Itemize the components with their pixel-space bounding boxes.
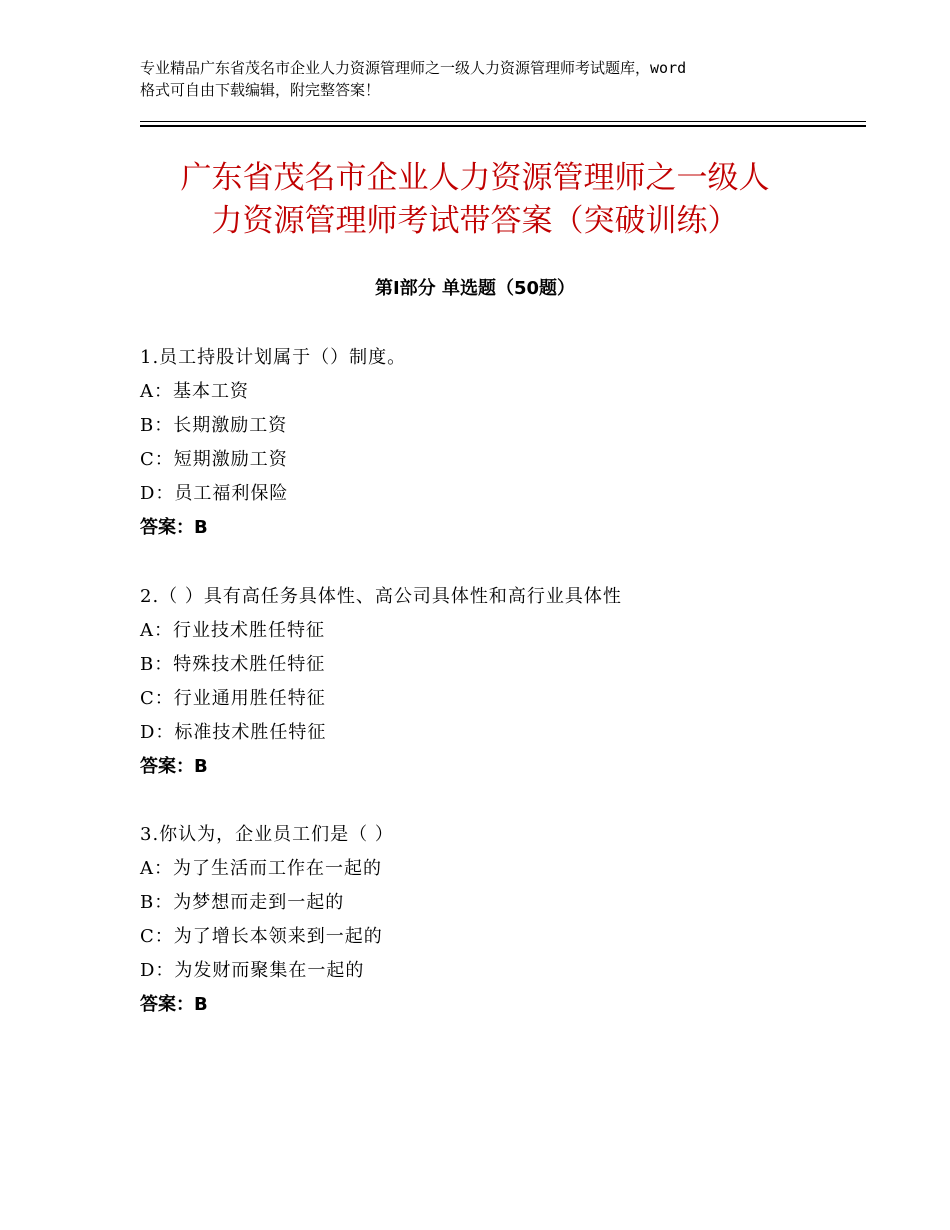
question-2 bbox=[140, 580, 840, 784]
header-rule-bottom bbox=[140, 125, 866, 127]
document-title-line-2: 力资源管理师考试带答案（突破训练） bbox=[211, 203, 739, 239]
option-b: B：特殊技术胜任特征 bbox=[140, 654, 326, 675]
option-d: D：为发财而聚集在一起的 bbox=[140, 960, 365, 981]
option-c: C：为了增长本领来到一起的 bbox=[140, 926, 383, 947]
header-note-line-1: 专业精品广东省茂名市企业人力资源管理师之一级人力资源管理师考试题库，word bbox=[140, 59, 687, 77]
question-1 bbox=[140, 341, 840, 545]
option-b: B：长期激励工资 bbox=[140, 415, 288, 436]
document-title-line-1: 广东省茂名市企业人力资源管理师之一级人 bbox=[180, 160, 770, 196]
option-b: B：为梦想而走到一起的 bbox=[140, 892, 345, 913]
header-note-line-2: 格式可自由下载编辑，附完整答案！ bbox=[140, 81, 381, 99]
answer: 答案：B bbox=[140, 756, 208, 777]
question-3 bbox=[140, 818, 840, 1022]
option-a: A：为了生活而工作在一起的 bbox=[140, 858, 382, 879]
option-c: C：行业通用胜任特征 bbox=[140, 688, 326, 709]
answer: 答案：B bbox=[140, 517, 208, 538]
option-a: A：行业技术胜任特征 bbox=[140, 620, 325, 641]
option-d: D：员工福利保险 bbox=[140, 483, 289, 504]
option-c: C：短期激励工资 bbox=[140, 449, 288, 470]
question-stem: 1.员工持股计划属于（）制度。 bbox=[140, 347, 407, 368]
option-d: D：标准技术胜任特征 bbox=[140, 722, 327, 743]
header-rule-top bbox=[140, 121, 866, 122]
header-note bbox=[140, 57, 840, 101]
answer: 答案：B bbox=[140, 994, 208, 1015]
question-stem: 2.（ ）具有高任务具体性、高公司具体性和高行业具体性 bbox=[140, 586, 622, 607]
question-stem: 3.你认为，企业员工们是（ ） bbox=[140, 824, 394, 845]
option-a: A：基本工资 bbox=[140, 381, 249, 402]
document-title bbox=[100, 157, 850, 243]
section-heading: 第Ⅰ部分 单选题（50题） bbox=[374, 278, 575, 299]
